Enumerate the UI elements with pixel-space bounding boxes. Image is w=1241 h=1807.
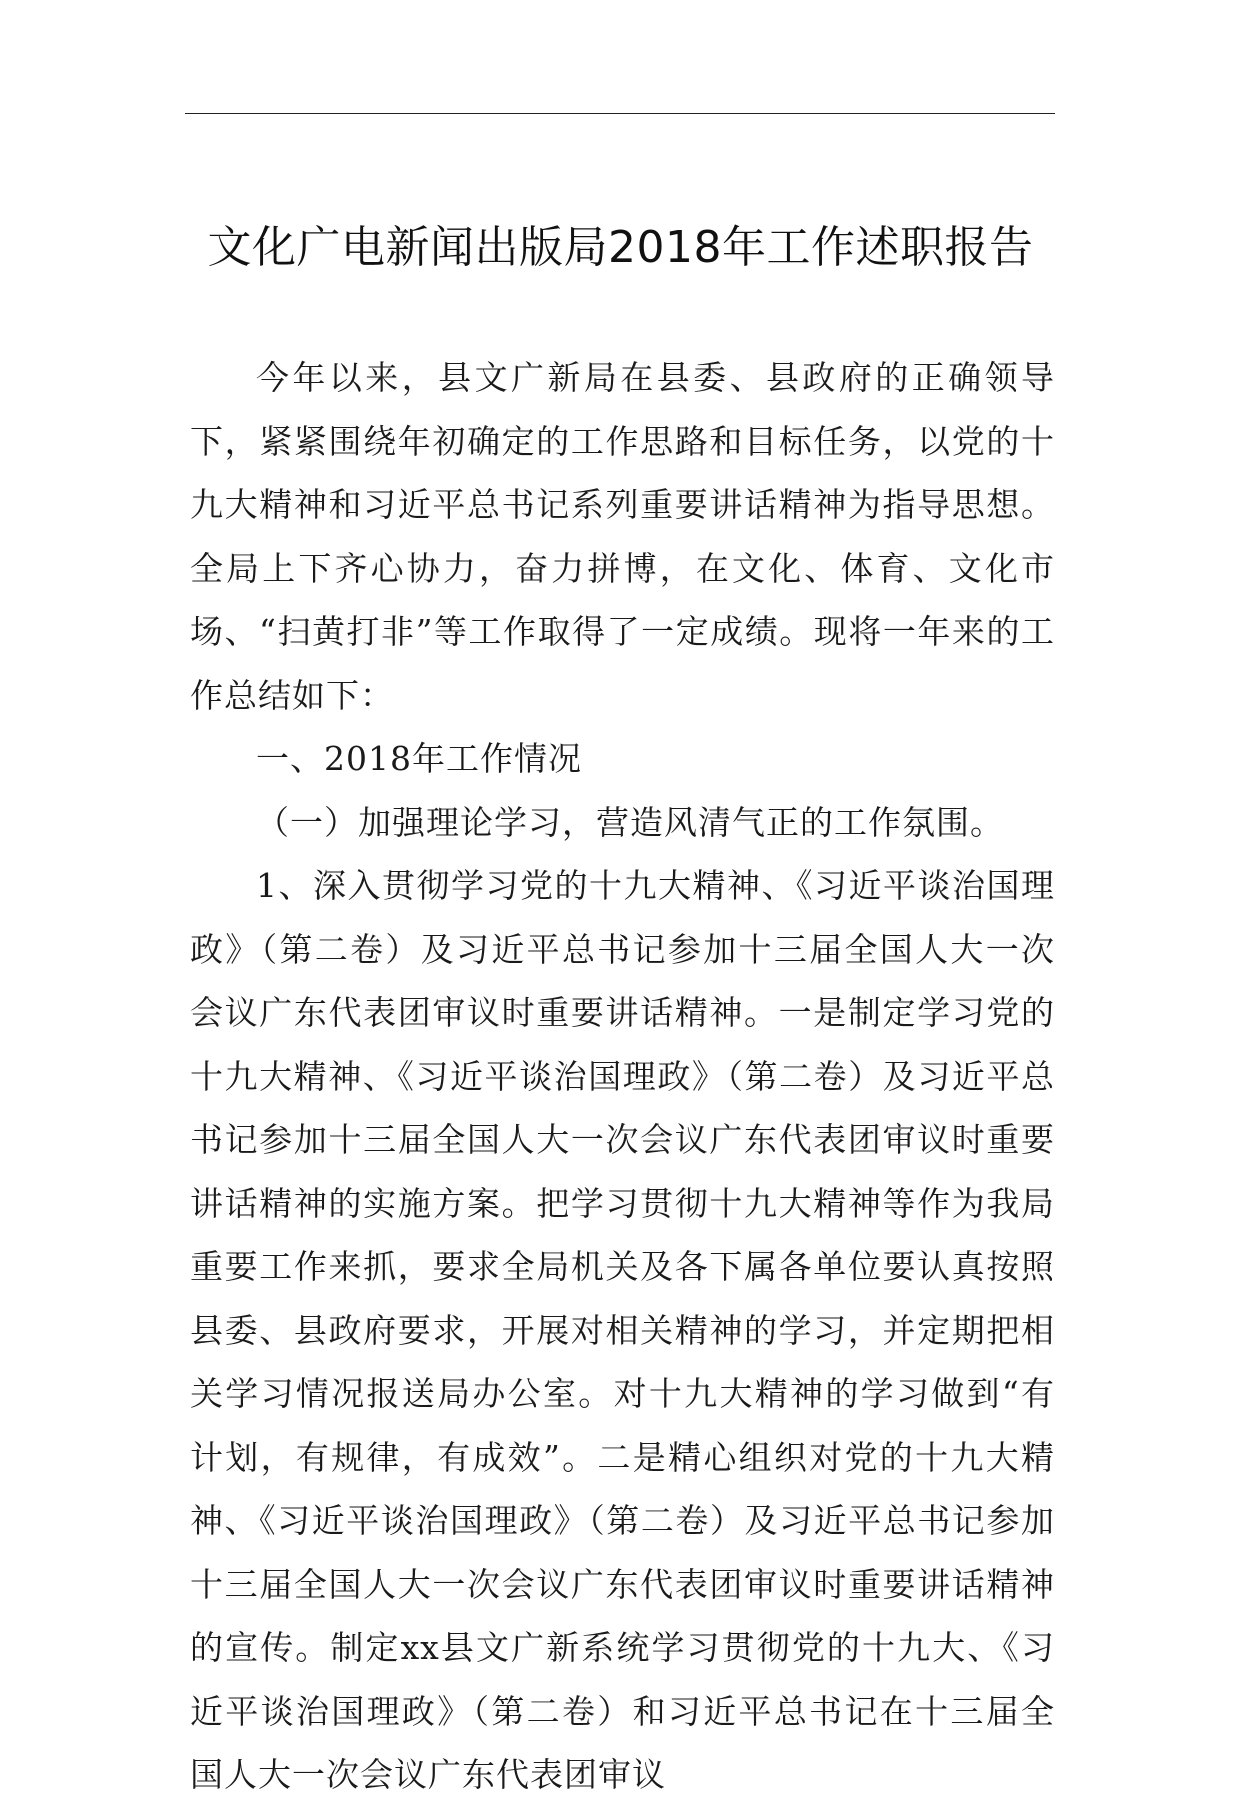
subsection-heading: （一）加强理论学习，营造风清气正的工作氛围。 [256,802,1004,842]
document-title: 文化广电新闻出版局2018年工作述职报告 [207,222,1034,273]
header-rule [185,113,1055,114]
paragraph-intro: 今年以来，县文广新局在县委、县政府的正确领导下，紧紧围绕年初确定的工作思路和目标任务，以党的十九大精神和习近平总书记系列重要讲话精神为指导思想。全局上下齐心协力，奋力拼博，在文化、体育、文化市场、“扫黄打非”等工作取得了一定成绩。现将一年来的工作总结如下： [190,358,1055,715]
section-heading: 一、2018年工作情况 [256,739,582,778]
paragraph-item-1: 1、深入贯彻学习党的十九大精神、《习近平谈治国理政》（第二卷）及习近平总书记参加十三届全国人大一次会议广东代表团审议时重要讲话精神。一是制定学习党的十九大精神、《习近平谈治国理政》（第二卷）及习近平总书记参加十三届全国人大一次会议广东代表团审议时重要讲话精神的实施方案。把学习贯彻十九大精神等作为我局重要工作来抓，要求全局机关及各下属各单位要认真按照县委、县政府要求，开展对相关精神的学习，并定期把相关学习情况报送局办公室。对十九大精神的学习做到“有计划，有规律，有成效”。二是精心组织对党的十九大精神、《习近平谈治国理政》（第二卷）及习近平总书记参加十三届全国人大一次会议广东代表团审议时重要讲话精神的宣传。制定xx县文广新系统学习贯彻党的十九大、《习近平谈治国理政》（第二卷）和习近平总书记在十三届全国人大一次会议广东代表团审议 [190,866,1055,1794]
document-body [190,346,1055,1807]
